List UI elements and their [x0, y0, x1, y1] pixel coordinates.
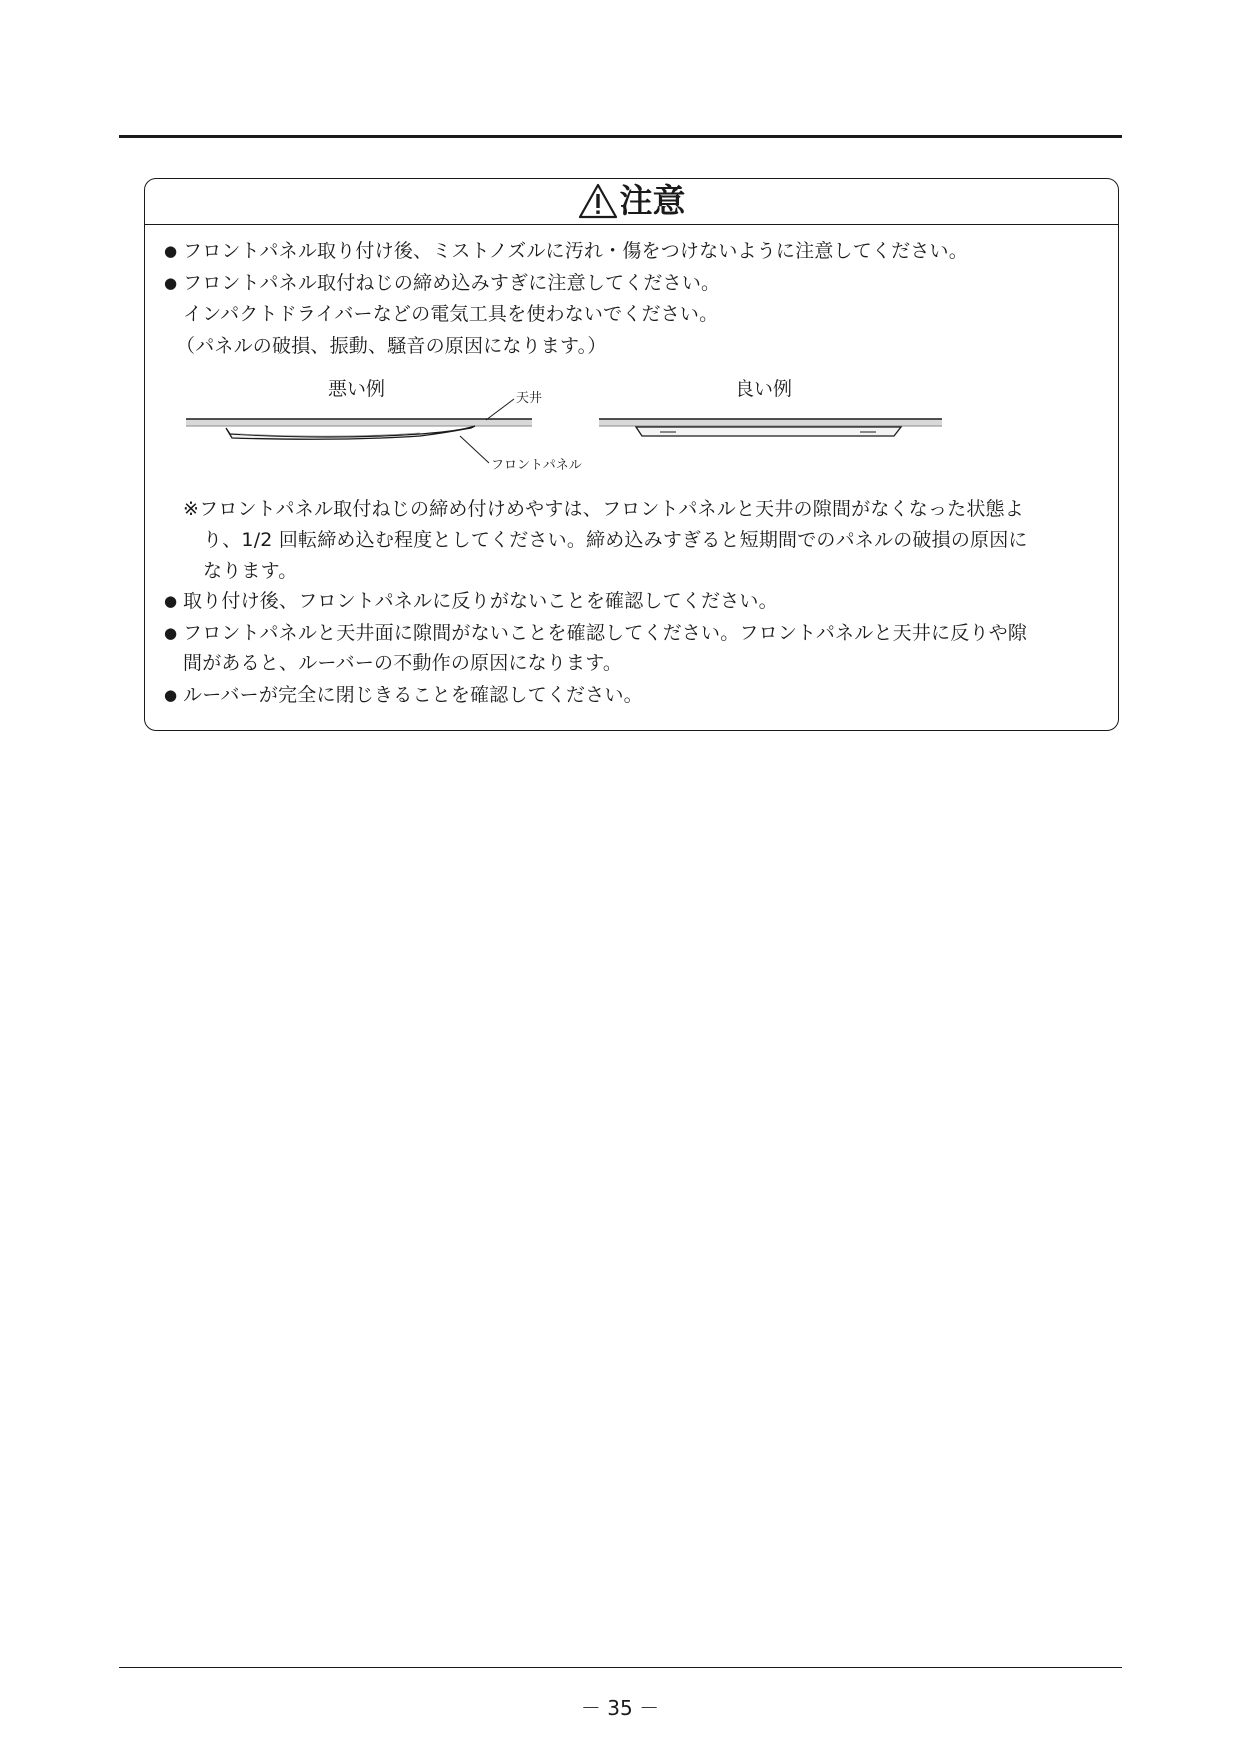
front-panel-label: フロントパネル	[491, 458, 582, 473]
remark-line1: ※フロントパネル取付ねじの締め付けめやすは、フロントパネルと天井の隙間がなくなった状態よ	[183, 498, 1024, 520]
ceiling-leader-line	[486, 399, 514, 420]
bullet-2-text-line3: （パネルの破損、振動、騒音の原因になります。）	[176, 335, 607, 357]
bullet-1-text: フロントパネル取り付け後、ミストノズルに汚れ・傷をつけないように注意してください。	[183, 240, 968, 262]
bottom-rule	[119, 1667, 1122, 1668]
good-example-label: 良い例	[735, 378, 793, 400]
remark-line3: なります。	[203, 560, 298, 582]
bullet-1-dot: ●	[164, 242, 178, 260]
bullet-2-dot: ●	[164, 274, 178, 292]
caution-title: 注意	[619, 181, 686, 220]
bad-example-label: 悪い例	[328, 378, 386, 400]
bullet-4-text-line2: 間があると、ルーバーの不動作の原因になります。	[183, 652, 623, 674]
panel-leader-line	[460, 436, 489, 463]
bad-example-warped-panel	[226, 426, 475, 439]
bullet-2-text-line2: インパクトドライバーなどの電気工具を使わないでください。	[183, 303, 719, 325]
bullet-4-text-line1: フロントパネルと天井面に隙間がないことを確認してください。フロントパネルと天井に反りや隙	[183, 622, 1028, 644]
bad-example-ceiling	[186, 419, 532, 426]
good-example-ceiling	[599, 419, 942, 426]
bullet-5-text: ルーバーが完全に閉じきることを確認してください。	[183, 684, 643, 706]
bullet-3-text: 取り付け後、フロントパネルに反りがないことを確認してください。	[183, 590, 778, 612]
bullet-4-dot: ●	[164, 624, 178, 642]
bullet-3-dot: ●	[164, 592, 178, 610]
page-number: － 35 －	[580, 1696, 660, 1720]
bullet-2-text-line1: フロントパネル取付ねじの締め込みすぎに注意してください。	[183, 272, 721, 294]
remark-line2: り、1/2 回転締め込む程度としてください。締め込みすぎると短期間でのパネルの破損の原因に	[203, 529, 1028, 551]
bullet-5-dot: ●	[164, 686, 178, 704]
ceiling-label: 天井	[516, 391, 543, 406]
panel-diagram	[0, 0, 1240, 500]
